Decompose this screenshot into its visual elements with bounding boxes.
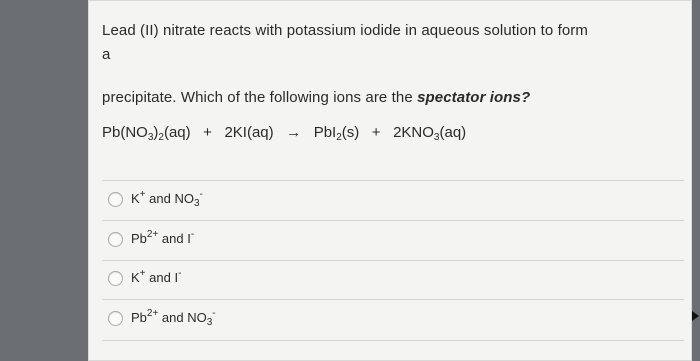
- answer-option-label: $Pb^{2+}$ and I-: [131, 229, 195, 246]
- reaction-arrow-icon: →: [286, 124, 302, 141]
- plus-sign: +: [371, 124, 381, 141]
- plus-sign: +: [203, 124, 212, 141]
- radio-button[interactable]: [108, 192, 123, 207]
- question-text-line-1: Lead (II) nitrate reacts with potassium iodide in aqueous solution to form: [102, 22, 588, 39]
- question-card: [88, 0, 692, 361]
- edge-arrow-icon: [692, 311, 699, 321]
- answer-option-label: K+ and I-: [131, 268, 182, 285]
- radio-button[interactable]: [108, 232, 123, 247]
- answer-option-label: $Pb^{2+}$ and $NO_3^-$: [131, 308, 216, 328]
- question-prefix: precipitate. Which of the following ions are the: [102, 89, 418, 106]
- radio-button[interactable]: [108, 311, 123, 326]
- question-text-line-2: a: [102, 46, 111, 63]
- chemical-equation: [102, 124, 466, 143]
- product-1: PbI$_2$(s): [313, 124, 360, 143]
- separator: [102, 260, 684, 261]
- answer-option[interactable]: [108, 189, 203, 209]
- radio-button[interactable]: [108, 271, 123, 286]
- answer-option[interactable]: [108, 308, 216, 328]
- separator: [102, 340, 684, 341]
- answer-option-label: K+ and $NO_3^-$: [131, 189, 203, 209]
- spectator-ions-emphasis: spectator ions?: [417, 89, 531, 106]
- question-text-line-3: [102, 89, 530, 106]
- product-2: $2KNO_3(aq)$: [393, 124, 467, 143]
- reactant-1: $Pb(NO_3)_2(aq)$: [102, 124, 191, 143]
- separator: [102, 180, 684, 181]
- reactant-2: 2KI(aq): [224, 124, 274, 141]
- answer-option[interactable]: [108, 268, 181, 288]
- separator: [102, 220, 684, 221]
- separator: [102, 299, 684, 300]
- answer-option[interactable]: [108, 229, 194, 249]
